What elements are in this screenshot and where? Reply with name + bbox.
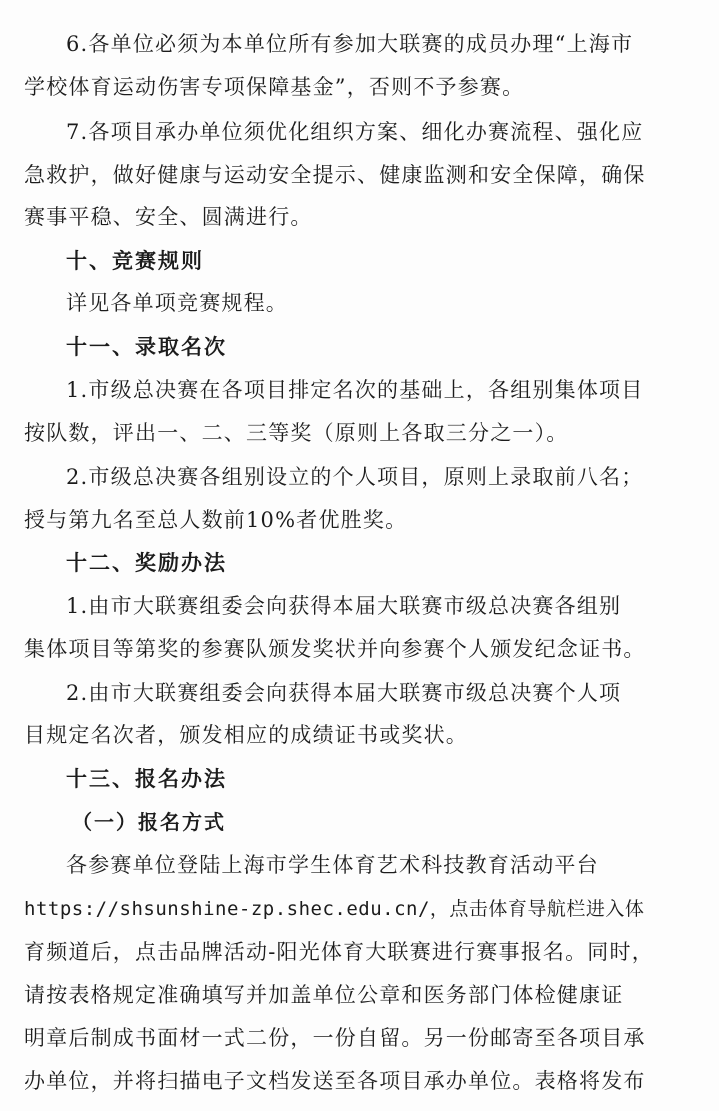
awards-item-2-line-2: 目规定名次者，颁发相应的成绩证书或奖状。 [24,723,468,747]
registration-url-line: https://shsunshine-zp.shec.edu.cn/，点击体育导航栏进入体 [24,898,645,920]
section-heading-awards: 十二、奖励办法 [66,551,227,575]
paragraph-7-line-2: 急救护，做好健康与运动安全提示、健康监测和安全保障，确保 [24,163,646,187]
ranking-item-2-line-1: 2.市级总决赛各组别设立的个人项目，原则上录取前八名； [66,465,644,489]
paragraph-7-line-3: 赛事平稳、安全、圆满进行。 [24,205,313,229]
subsection-heading-registration-method: （一）报名方式 [72,810,226,834]
section-heading-competition-rules: 十、竞赛规则 [66,249,204,273]
paragraph-6-line-1: 6.各单位必须为本单位所有参加大联赛的成员办理“上海市 [66,32,634,56]
paragraph-7-line-1: 7.各项目承办单位须优化组织方案、细化办赛流程、强化应 [66,120,644,144]
registration-paragraph-line-3: 育频道后，点击品牌活动-阳光体育大联赛进行赛事报名。同时， [24,940,654,964]
registration-paragraph-line-6: 办单位，并将扫描电子文档发送至各项目承办单位。表格将发布 [24,1069,646,1093]
awards-item-2-line-1: 2.由市大联赛组委会向获得本届大联赛市级总决赛个人项 [66,681,622,705]
awards-item-1-line-1: 1.由市大联赛组委会向获得本届大联赛市级总决赛各组别 [66,594,622,618]
ranking-item-2-line-2: 授与第九名至总人数前10%者优胜奖。 [24,508,408,532]
registration-paragraph-line-5: 明章后制成书面材一式二份，一份自留。另一份邮寄至各项目承 [24,1026,646,1050]
awards-item-1-line-2: 集体项目等第奖的参赛队颁发奖状并向参赛个人颁发纪念证书。 [24,637,646,661]
ranking-item-1-line-1: 1.市级总决赛在各项目排定名次的基础上，各组别集体项目 [66,378,644,402]
section-heading-registration: 十三、报名办法 [66,767,227,791]
paragraph-6-line-2: 学校体育运动伤害专项保障基金”，否则不予参赛。 [24,75,525,99]
section-heading-ranking: 十一、录取名次 [66,335,227,359]
competition-rules-text: 详见各单项竞赛规程。 [66,291,288,315]
registration-paragraph-line-4: 请按表格规定准确填写并加盖单位公章和医务部门体检健康证 [24,983,624,1007]
registration-paragraph-line-1: 各参赛单位登陆上海市学生体育艺术科技教育活动平台 [66,853,599,877]
ranking-item-1-line-2: 按队数，评出一、二、三等奖（原则上各取三分之一）。 [24,421,569,445]
